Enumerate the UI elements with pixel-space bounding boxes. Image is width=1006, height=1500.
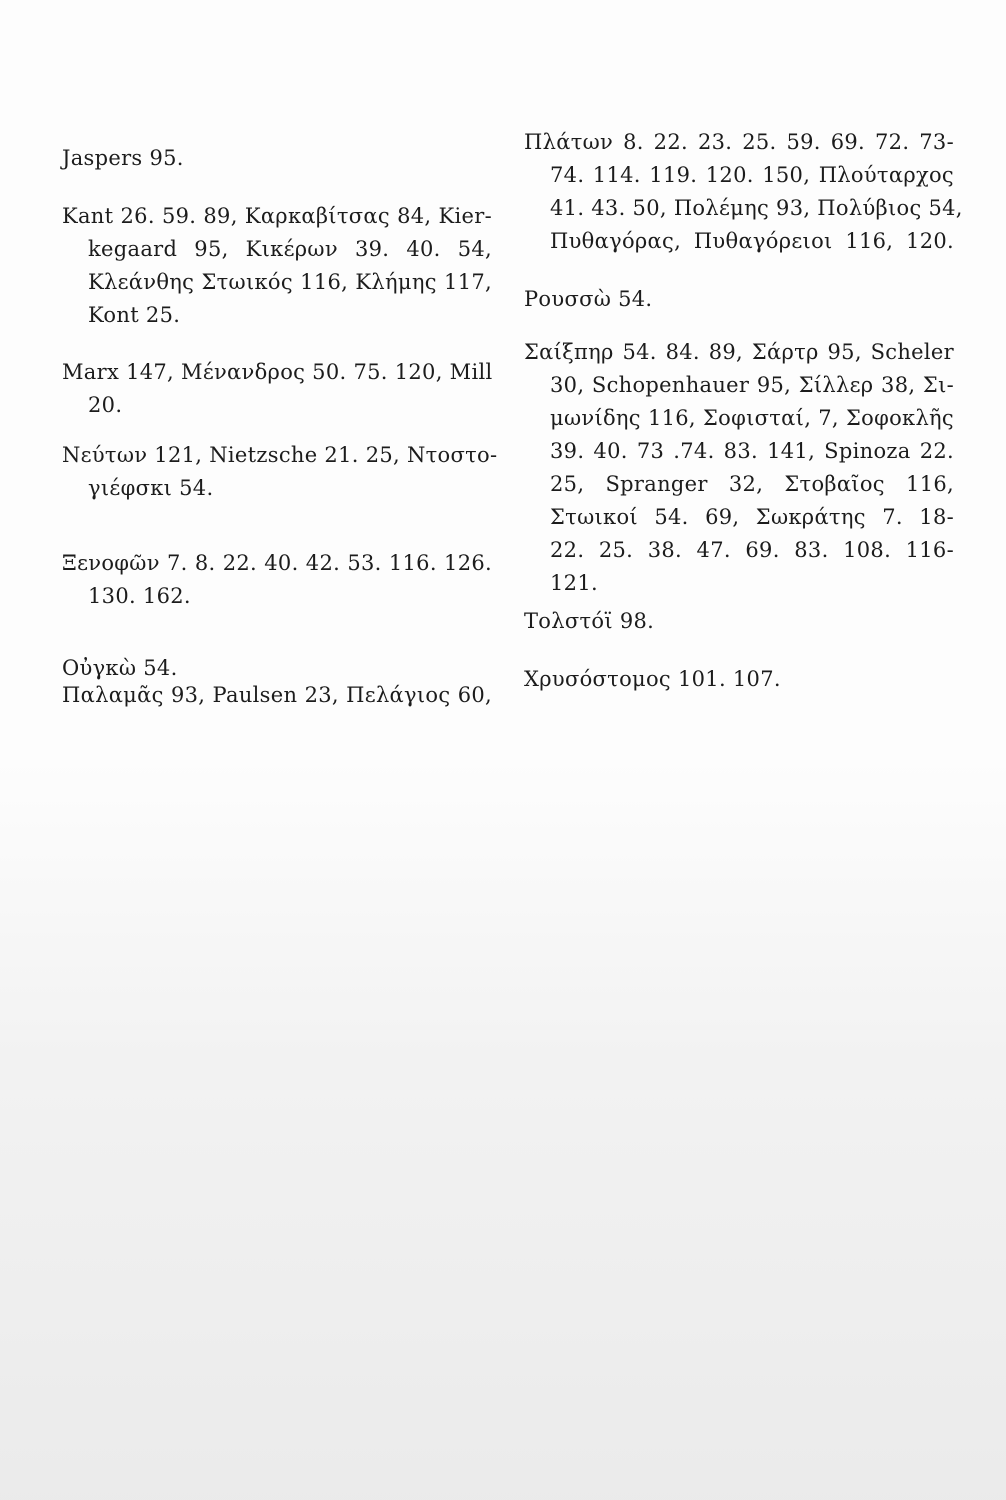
index-entry-newton <box>62 439 498 505</box>
index-entry-palamas <box>62 679 492 712</box>
index-line: Jaspers 95. <box>62 146 184 170</box>
index-line: Πυθαγόρας, Πυθαγόρειοι 116, 120. <box>550 229 954 253</box>
index-line: 30, Schopenhauer 95, Σίλλερ 38, Σι- <box>550 373 954 397</box>
index-line: Πλάτων 8. 22. 23. 25. 59. 69. 72. 73- <box>524 130 954 154</box>
index-entry-xenophon <box>62 547 492 613</box>
index-line: Kont 25. <box>88 303 181 327</box>
index-line: 121. <box>550 571 598 595</box>
index-line: 39. 40. 73 .74. 83. 141, Spinoza 22. <box>550 439 954 463</box>
index-line: γιέφσκι 54. <box>88 476 214 500</box>
index-entry-marx <box>62 356 492 422</box>
index-entry-rousseau <box>524 283 954 316</box>
index-line: 130. 162. <box>88 584 191 608</box>
index-line: Ρουσσὼ 54. <box>524 287 653 311</box>
index-entry-chrysostom <box>524 663 954 696</box>
index-entry-shakespeare <box>524 336 954 600</box>
index-line: 74. 114. 119. 120. 150, Πλούταρχος <box>550 163 954 187</box>
index-line: Ξενοφῶν 7. 8. 22. 40. 42. 53. 116. 126. <box>62 551 492 575</box>
index-line: Χρυσόστομος 101. 107. <box>524 667 781 691</box>
index-line: Στωικοί 54. 69, Σωκράτης 7. 18- <box>550 505 954 529</box>
index-line: Kant 26. 59. 89, Καρκαβίτσας 84, Kier- <box>62 204 492 228</box>
index-line: 22. 25. 38. 47. 69. 83. 108. 116- <box>550 538 954 562</box>
index-entry-tolstoy <box>524 605 954 638</box>
index-line: Οὐγκὼ 54. <box>62 656 178 680</box>
index-entry-jaspers <box>62 142 492 175</box>
index-line: Τολστόϊ 98. <box>524 609 655 633</box>
index-line: 41. 43. 50, Πολέμης 93, Πολύβιος 54, <box>550 196 963 220</box>
index-line: Νεύτων 121, Nietzsche 21. 25, Ντοστο- <box>62 443 498 467</box>
index-entry-kant <box>62 200 492 332</box>
index-entry-plato <box>524 126 963 258</box>
show-through-background <box>0 760 1006 1500</box>
index-line: kegaard 95, Κικέρων 39. 40. 54, <box>88 237 492 261</box>
index-line: Κλεάνθης Στωικός 116, Κλήμης 117, <box>88 270 492 294</box>
index-line: 20. <box>88 393 123 417</box>
index-line: Παλαμᾶς 93, Paulsen 23, Πελάγιος 60, <box>62 683 492 707</box>
index-line: μωνίδης 116, Σοφισταί, 7, Σοφοκλῆς <box>550 406 954 430</box>
index-line: Marx 147, Μένανδρος 50. 75. 120, Mill <box>62 360 493 384</box>
index-line: Σαίξπηρ 54. 84. 89, Σάρτρ 95, Scheler <box>524 340 954 364</box>
index-line: 25, Spranger 32, Στοβαῖος 116, <box>550 472 954 496</box>
